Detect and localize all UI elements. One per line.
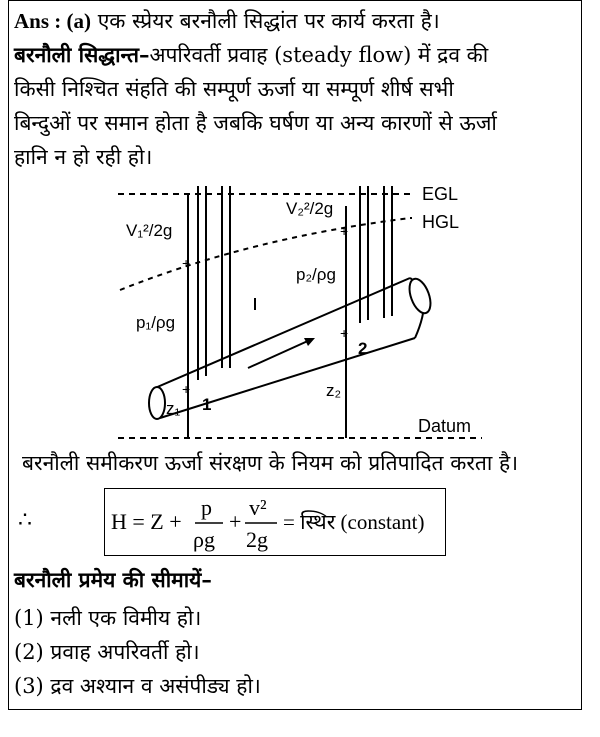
dim-tick-1: + <box>182 255 191 271</box>
dim-tick-3: + <box>340 223 349 239</box>
equation-box <box>104 488 446 556</box>
datum-label: Datum <box>418 416 472 436</box>
bernoulli-diagram <box>110 178 490 440</box>
p2-label: p₂/ρg <box>296 265 336 284</box>
limitation-item: (1) नली एक विमीय हो। <box>14 606 202 630</box>
eq-frac2-den: 2g <box>246 527 268 552</box>
dim-tick-4: + <box>340 325 349 341</box>
eq-plus: + <box>229 509 242 534</box>
principle-title: बरनौली सिद्धान्त– <box>14 42 150 67</box>
eq-rhs: = स्थिर (constant) <box>283 510 425 534</box>
v1-label: V₁²/2g <box>126 221 173 240</box>
pipe-inlet <box>149 387 165 419</box>
eq-frac1-num: p <box>201 495 212 520</box>
limitations-title: बरनौली प्रमेय की सीमायें– <box>14 567 212 592</box>
eq-frac1-den: ρg <box>193 527 215 552</box>
principle-line-3: बिन्दुओं पर समान होता है जबकि घर्षण या अन्य कारणों से ऊर्जा <box>14 111 497 135</box>
p1-label: p₁/ρg <box>136 313 176 332</box>
egl-label: EGL <box>422 184 459 204</box>
dim-tick-2: + <box>182 381 191 397</box>
limitation-item: (3) द्रव अश्यान व असंपीड्य हो। <box>14 674 261 698</box>
answer-label: Ans : (a) <box>14 9 91 33</box>
principle-line-4: हानि न हो रही हो। <box>14 145 153 169</box>
answer-intro: एक स्प्रेयर बरनौली सिद्धांत पर कार्य करता है। <box>97 9 440 33</box>
eq-lhs: H = Z + <box>111 509 182 534</box>
z1-label: z₁ <box>166 399 181 418</box>
pipe-outlet-cap <box>405 276 434 316</box>
z2-label: z₂ <box>326 381 342 400</box>
principle-line1-text: अपरिवर्ती प्रवाह (steady flow) में द्रव की <box>149 43 489 67</box>
point-1-label: 1 <box>202 395 212 414</box>
answer-line <box>14 4 580 38</box>
principle-line-2: किसी निश्चित संहति की सम्पूर्ण ऊर्जा या सम्पूर्ण शीर्ष सभी <box>14 77 454 101</box>
equation <box>105 489 443 553</box>
therefore-symbol: ∴ <box>18 508 32 533</box>
principle-line-1 <box>14 38 580 72</box>
hgl-label: HGL <box>422 212 460 232</box>
point-2-label: 2 <box>358 339 368 358</box>
limitation-item: (2) प्रवाह अपरिवर्ती हो। <box>14 640 200 664</box>
eq-frac2-num: v² <box>249 495 267 520</box>
equation-caption: बरनौली समीकरण ऊर्जा संरक्षण के नियम को प्रतिपादित करता है। <box>22 451 519 475</box>
pipe-outline <box>155 278 415 418</box>
v2-label: V₂²/2g <box>286 199 334 218</box>
